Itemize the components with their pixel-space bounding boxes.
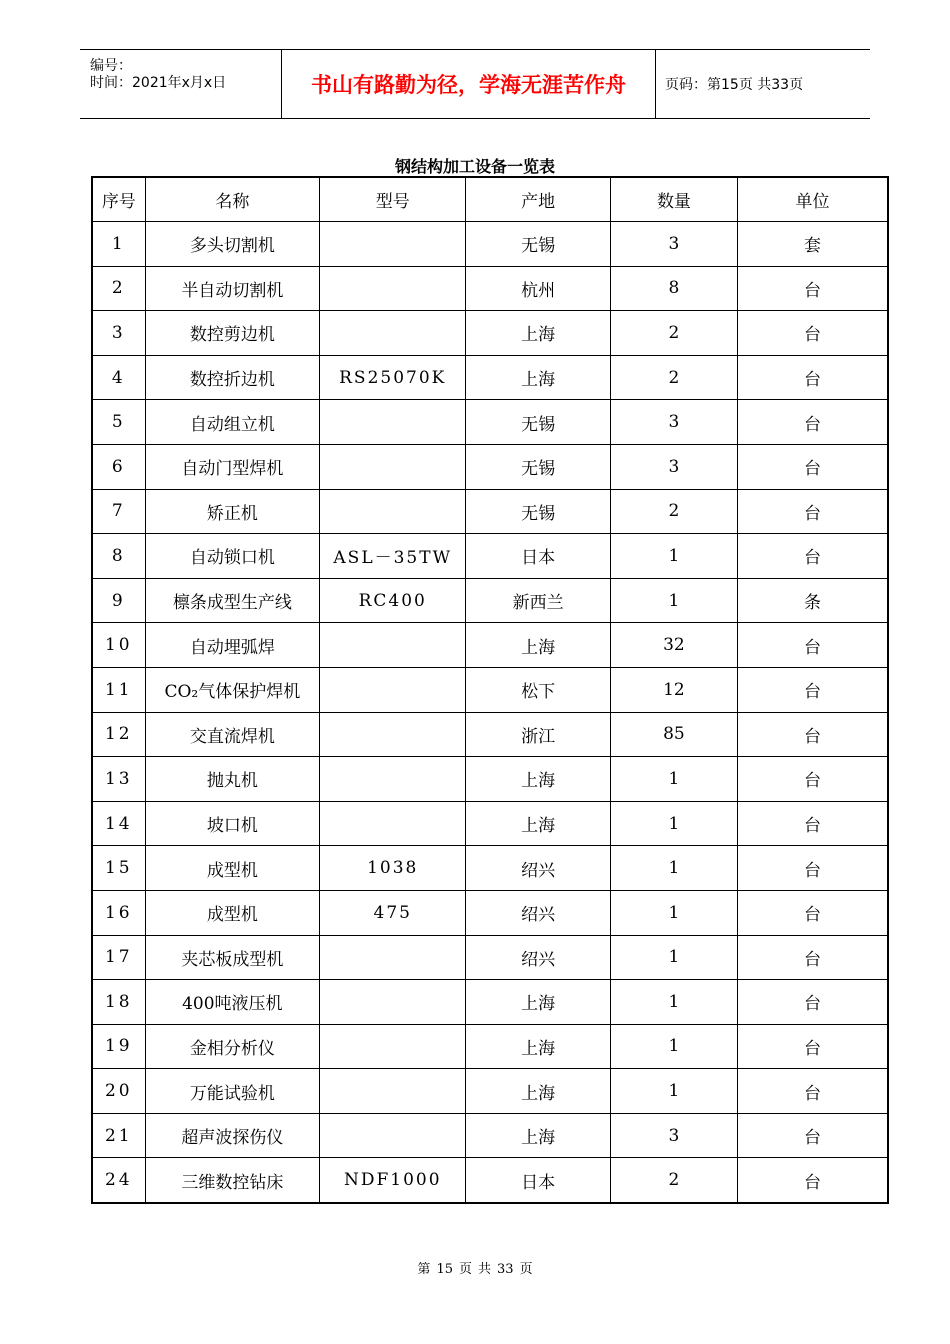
cell-origin: 无锡 [466, 444, 610, 489]
table-row [92, 1158, 888, 1203]
cell-seq: 18 [92, 980, 145, 1025]
cell-quantity: 2 [610, 1158, 737, 1203]
cell-model: RC400 [320, 578, 466, 623]
table-header-row [92, 177, 888, 222]
cell-quantity: 32 [610, 623, 737, 668]
table-row [92, 757, 888, 802]
cell-name: 自动埋弧焊 [145, 623, 319, 668]
header-unit: 单位 [738, 177, 888, 222]
cell-quantity: 3 [610, 1113, 737, 1158]
cell-name: 金相分析仪 [145, 1024, 319, 1069]
cell-name: 檩条成型生产线 [145, 578, 319, 623]
cell-name: 多头切割机 [145, 222, 319, 267]
cell-name: 坡口机 [145, 801, 319, 846]
table-row [92, 846, 888, 891]
cell-seq: 21 [92, 1113, 145, 1158]
cell-seq: 13 [92, 757, 145, 802]
time-label: 时间：2021年x月x日 [90, 75, 227, 91]
footer-text: 页 [519, 1262, 533, 1277]
cell-origin: 松下 [466, 667, 610, 712]
cell-unit: 台 [738, 935, 888, 980]
table-row [92, 712, 888, 757]
header-meta [80, 50, 280, 118]
cell-seq: 6 [92, 444, 145, 489]
cell-model [320, 311, 466, 356]
cell-origin: 浙江 [466, 712, 610, 757]
cell-quantity: 1 [610, 534, 737, 579]
cell-origin: 上海 [466, 1069, 610, 1114]
cell-unit: 台 [738, 266, 888, 311]
cell-name: 半自动切割机 [145, 266, 319, 311]
table-row [92, 890, 888, 935]
cell-origin: 杭州 [466, 266, 610, 311]
cell-seq: 14 [92, 801, 145, 846]
table-row [92, 222, 888, 267]
cell-model: 475 [320, 890, 466, 935]
cell-origin: 无锡 [466, 400, 610, 445]
cell-quantity: 1 [610, 935, 737, 980]
cell-model: ASL－35TW [320, 534, 466, 579]
cell-model [320, 266, 466, 311]
cell-name: 矫正机 [145, 489, 319, 534]
cell-unit: 台 [738, 623, 888, 668]
header-seq: 序号 [92, 177, 145, 222]
cell-origin: 日本 [466, 1158, 610, 1203]
header-page-code: 页码：第15页 共33页 [665, 77, 804, 93]
cell-unit: 台 [738, 534, 888, 579]
cell-name: CO₂气体保护焊机 [145, 667, 319, 712]
cell-unit: 台 [738, 801, 888, 846]
cell-unit: 台 [738, 400, 888, 445]
footer-text: 第 [417, 1262, 431, 1277]
cell-seq: 3 [92, 311, 145, 356]
cell-model [320, 1069, 466, 1114]
table-row [92, 980, 888, 1025]
cell-name: 自动门型焊机 [145, 444, 319, 489]
cell-name: 成型机 [145, 890, 319, 935]
cell-seq: 7 [92, 489, 145, 534]
cell-seq: 20 [92, 1069, 145, 1114]
header-model: 型号 [320, 177, 466, 222]
cell-seq: 12 [92, 712, 145, 757]
cell-quantity: 2 [610, 489, 737, 534]
cell-origin: 绍兴 [466, 935, 610, 980]
cell-name: 万能试验机 [145, 1069, 319, 1114]
footer-current-page: 15 [436, 1262, 453, 1277]
cell-origin: 上海 [466, 311, 610, 356]
table-row [92, 801, 888, 846]
cell-model [320, 400, 466, 445]
table-body [92, 222, 888, 1204]
cell-unit: 台 [738, 1024, 888, 1069]
table-row [92, 1024, 888, 1069]
cell-origin: 绍兴 [466, 890, 610, 935]
cell-model [320, 1113, 466, 1158]
cell-unit: 台 [738, 712, 888, 757]
cell-quantity: 2 [610, 355, 737, 400]
cell-origin: 上海 [466, 757, 610, 802]
table-row [92, 1069, 888, 1114]
cell-seq: 1 [92, 222, 145, 267]
table-row [92, 355, 888, 400]
cell-model [320, 667, 466, 712]
cell-model [320, 1024, 466, 1069]
cell-unit: 套 [738, 222, 888, 267]
cell-name: 超声波探伤仪 [145, 1113, 319, 1158]
page-header [80, 49, 870, 119]
footer-text: 页 [458, 1262, 472, 1277]
cell-origin: 上海 [466, 355, 610, 400]
cell-quantity: 1 [610, 801, 737, 846]
cell-origin: 无锡 [466, 222, 610, 267]
cell-quantity: 1 [610, 1024, 737, 1069]
cell-model [320, 757, 466, 802]
cell-quantity: 1 [610, 1069, 737, 1114]
cell-quantity: 85 [610, 712, 737, 757]
cell-unit: 台 [738, 890, 888, 935]
cell-seq: 2 [92, 266, 145, 311]
cell-quantity: 3 [610, 400, 737, 445]
cell-seq: 8 [92, 534, 145, 579]
page-footer [0, 1258, 950, 1277]
cell-model [320, 935, 466, 980]
cell-unit: 台 [738, 1069, 888, 1114]
cell-unit: 台 [738, 1113, 888, 1158]
cell-origin: 上海 [466, 980, 610, 1025]
cell-seq: 4 [92, 355, 145, 400]
equipment-table [91, 176, 889, 1204]
table-row [92, 489, 888, 534]
cell-unit: 台 [738, 846, 888, 891]
table-row [92, 444, 888, 489]
cell-quantity: 1 [610, 846, 737, 891]
cell-origin: 无锡 [466, 489, 610, 534]
cell-name: 抛丸机 [145, 757, 319, 802]
cell-unit: 台 [738, 667, 888, 712]
cell-name: 数控折边机 [145, 355, 319, 400]
table-row [92, 266, 888, 311]
cell-quantity: 2 [610, 311, 737, 356]
cell-unit: 台 [738, 355, 888, 400]
table-row [92, 311, 888, 356]
table-row [92, 667, 888, 712]
cell-quantity: 3 [610, 444, 737, 489]
number-label: 编号： [90, 58, 132, 74]
cell-unit: 台 [738, 489, 888, 534]
cell-seq: 24 [92, 1158, 145, 1203]
footer-total-pages: 33 [497, 1262, 514, 1277]
cell-name: 交直流焊机 [145, 712, 319, 757]
cell-seq: 9 [92, 578, 145, 623]
cell-seq: 19 [92, 1024, 145, 1069]
cell-model: 1038 [320, 846, 466, 891]
cell-seq: 16 [92, 890, 145, 935]
cell-name: 自动组立机 [145, 400, 319, 445]
cell-model: RS25070K [320, 355, 466, 400]
table-row [92, 623, 888, 668]
cell-quantity: 12 [610, 667, 737, 712]
cell-quantity: 1 [610, 757, 737, 802]
header-origin: 产地 [466, 177, 610, 222]
cell-origin: 上海 [466, 1024, 610, 1069]
cell-quantity: 1 [610, 890, 737, 935]
cell-unit: 台 [738, 1158, 888, 1203]
cell-name: 数控剪边机 [145, 311, 319, 356]
cell-quantity: 3 [610, 222, 737, 267]
cell-model [320, 444, 466, 489]
cell-model [320, 489, 466, 534]
footer-text: 共 [478, 1262, 492, 1277]
cell-unit: 台 [738, 311, 888, 356]
cell-seq: 17 [92, 935, 145, 980]
cell-model: NDF1000 [320, 1158, 466, 1203]
table-row [92, 578, 888, 623]
header-motto: 书山有路勤为径，学海无涯苦作舟 [281, 50, 656, 118]
cell-origin: 绍兴 [466, 846, 610, 891]
cell-unit: 台 [738, 757, 888, 802]
cell-name: 400吨液压机 [145, 980, 319, 1025]
cell-model [320, 712, 466, 757]
table-row [92, 1113, 888, 1158]
cell-model [320, 980, 466, 1025]
header-name: 名称 [145, 177, 319, 222]
header-quantity: 数量 [610, 177, 737, 222]
cell-quantity: 1 [610, 980, 737, 1025]
cell-name: 自动锁口机 [145, 534, 319, 579]
table-row [92, 935, 888, 980]
cell-name: 成型机 [145, 846, 319, 891]
cell-unit: 台 [738, 980, 888, 1025]
table-title: 钢结构加工设备一览表 [394, 157, 555, 176]
cell-seq: 11 [92, 667, 145, 712]
table-row [92, 534, 888, 579]
cell-name: 三维数控钻床 [145, 1158, 319, 1203]
cell-seq: 15 [92, 846, 145, 891]
cell-origin: 新西兰 [466, 578, 610, 623]
cell-model [320, 623, 466, 668]
cell-name: 夹芯板成型机 [145, 935, 319, 980]
cell-model [320, 222, 466, 267]
table-row [92, 400, 888, 445]
cell-seq: 5 [92, 400, 145, 445]
cell-origin: 上海 [466, 801, 610, 846]
cell-origin: 日本 [466, 534, 610, 579]
cell-origin: 上海 [466, 623, 610, 668]
cell-model [320, 801, 466, 846]
cell-quantity: 8 [610, 266, 737, 311]
cell-unit: 条 [738, 578, 888, 623]
cell-unit: 台 [738, 444, 888, 489]
cell-seq: 10 [92, 623, 145, 668]
cell-origin: 上海 [466, 1113, 610, 1158]
cell-quantity: 1 [610, 578, 737, 623]
